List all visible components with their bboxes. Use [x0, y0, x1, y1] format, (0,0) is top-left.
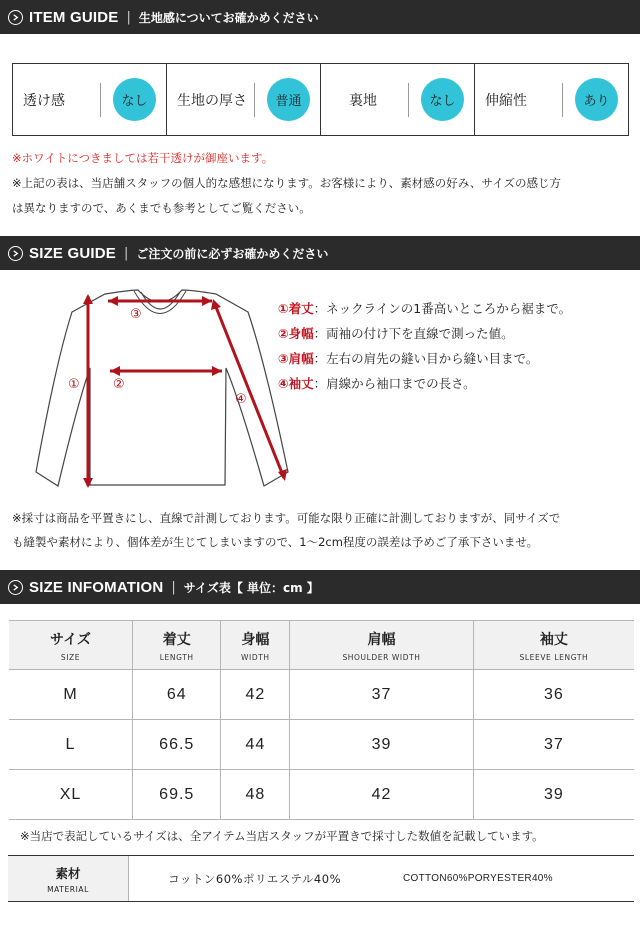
definition-shoulder: ③肩幅：左右の肩先の縫い目から縫い目まで。 [278, 351, 539, 366]
definition-width: ②身幅：両袖の付け下を直線で測った値。 [278, 326, 514, 341]
definition-sleeve: ④袖丈：肩線から袖口までの長さ。 [278, 376, 476, 391]
material-value-ja: コットン60%ポリエステル40% [168, 871, 341, 886]
table-cell: 39 [290, 720, 474, 770]
shirt-measurement-diagram [30, 282, 295, 497]
size-table-note: ※当店で表記しているサイズは、全アイテム当店スタッフが平置きで採寸した数値を記載しています。 [20, 829, 544, 843]
material-row [8, 855, 634, 902]
table-cell: 37 [290, 670, 474, 720]
chevron-right-icon [8, 246, 23, 261]
guide-cell-stretch [475, 64, 628, 135]
size-label-cell: XL [9, 770, 133, 820]
material-header: 素材 MATERIAL [8, 856, 129, 901]
section-subtitle: サイズ表【 単位：cm 】 [183, 580, 319, 595]
measurement-definitions [278, 296, 571, 396]
guide-label: 伸縮性 [485, 92, 527, 109]
size-guide-header: SIZE GUIDE | ご注文の前に必ずお確かめください [0, 236, 640, 270]
guide-cell-lining [321, 64, 475, 135]
column-header: 身幅 WIDTH [221, 621, 290, 670]
marker-1: ① [68, 377, 80, 392]
guide-value-badge: 普通 [267, 78, 310, 121]
section-subtitle: 生地感についてお確かめください [138, 10, 319, 25]
section-subtitle: ご注文の前に必ずお確かめください [136, 246, 329, 261]
size-table [9, 620, 634, 820]
guide-note-line-2: は異なりますので、あくまでも参考としてご覧ください。 [12, 201, 311, 215]
guide-label: 裏地 [349, 92, 377, 109]
sheerness-warning: ※ホワイトにつきましては若干透けが御座います。 [12, 151, 274, 165]
marker-3: ③ [130, 307, 142, 322]
size-label-cell: M [9, 670, 133, 720]
marker-2: ② [113, 377, 125, 392]
fabric-feel-table [12, 63, 629, 136]
guide-label: 生地の厚さ [177, 92, 247, 109]
table-row [9, 670, 634, 720]
table-cell: 66.5 [133, 720, 221, 770]
section-title: ITEM GUIDE [29, 8, 119, 26]
measure-note-line-1: ※採寸は商品を平置きにし、直線で計測しております。可能な限り正確に計測しておりますが、同サイズで [12, 511, 561, 525]
table-cell: 48 [221, 770, 290, 820]
column-header: サイズ SIZE [9, 621, 133, 670]
chevron-right-icon [8, 580, 23, 595]
table-cell: 37 [473, 720, 634, 770]
table-cell: 69.5 [133, 770, 221, 820]
guide-value-badge: なし [421, 78, 464, 121]
guide-cell-thickness [167, 64, 321, 135]
guide-cell-sheerness [13, 64, 167, 135]
section-title: SIZE GUIDE [29, 244, 117, 262]
table-cell: 64 [133, 670, 221, 720]
size-label-cell: L [9, 720, 133, 770]
table-row [9, 770, 634, 820]
column-header: 肩幅 SHOULDER WIDTH [290, 621, 474, 670]
measure-note-line-2: も縫製や素材により、個体差が生じてしまいますので、1〜2cm程度の誤差は予めご了承下さいませ。 [12, 535, 539, 549]
table-cell: 42 [221, 670, 290, 720]
size-info-header: SIZE INFOMATION | サイズ表【 単位：cm 】 [0, 570, 640, 604]
table-cell: 44 [221, 720, 290, 770]
table-row [9, 720, 634, 770]
table-cell: 39 [473, 770, 634, 820]
column-header: 着丈 LENGTH [133, 621, 221, 670]
material-value-en: COTTON60%PORYESTER40% [403, 873, 553, 884]
column-header: 袖丈 SLEEVE LENGTH [473, 621, 634, 670]
guide-note-line-1: ※上記の表は、当店舗スタッフの個人的な感想になります。お客様により、素材感の好み、サイズの感じ方 [12, 176, 561, 190]
item-guide-header: ITEM GUIDE | 生地感についてお確かめください [0, 0, 640, 34]
guide-label: 透け感 [23, 92, 65, 109]
table-cell: 36 [473, 670, 634, 720]
section-title: SIZE INFOMATION [29, 578, 164, 596]
guide-value-badge: あり [575, 78, 618, 121]
table-header-row [9, 621, 634, 670]
guide-value-badge: なし [113, 78, 156, 121]
chevron-right-icon [8, 10, 23, 25]
table-cell: 42 [290, 770, 474, 820]
definition-length: ①着丈：ネックラインの1番高いところから裾まで。 [278, 301, 571, 316]
marker-4: ④ [235, 392, 247, 407]
